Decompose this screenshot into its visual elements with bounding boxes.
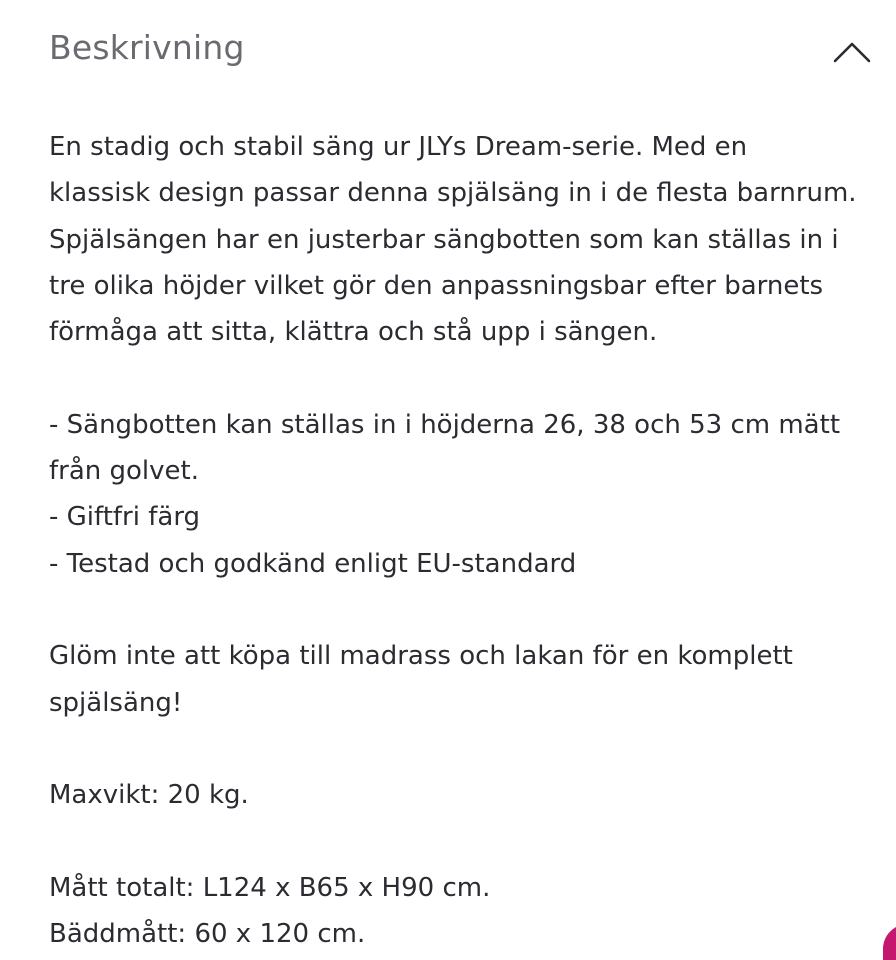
description-line: tre olika höjder vilket gör den anpassningsbar efter barnets — [49, 270, 824, 301]
description-line: - Sängbotten kan ställas in i höjderna 26, 38 och 53 cm mätt — [49, 409, 841, 440]
description-line: klassisk design passar denna spjälsäng in i de flesta barnrum. — [49, 178, 857, 209]
chevron-up-icon[interactable] — [830, 35, 874, 67]
description-line: En stadig och stabil säng ur JLYs Dream-serie. Med en — [49, 132, 748, 162]
section-title: Beskrivning — [49, 28, 245, 67]
description-line: Spjälsängen har en justerbar sängbotten som kan ställas in i — [49, 224, 839, 255]
paragraph-gap — [49, 726, 896, 772]
paragraph-gap — [49, 587, 896, 633]
description-line: - Testad och godkänd enligt EU-standard — [49, 548, 577, 579]
description-text — [49, 124, 896, 957]
accordion-header-beskrivning[interactable] — [0, 0, 896, 100]
description-line: Glöm inte att köpa till madrass och lakan för en komplett — [49, 641, 793, 672]
description-line: spjälsäng! — [49, 687, 183, 718]
description-line: förmåga att sitta, klättra och stå upp i sängen. — [49, 317, 658, 348]
description-line: Bäddmått: 60 x 120 cm. — [49, 919, 366, 950]
description-line: - Giftfri färg — [49, 502, 201, 533]
description-line: Maxvikt: 20 kg. — [49, 780, 249, 811]
paragraph-gap — [49, 355, 896, 401]
description-line: från golvet. — [49, 456, 199, 487]
description-line: Mått totalt: L124 x B65 x H90 cm. — [49, 872, 491, 903]
paragraph-gap — [49, 818, 896, 864]
